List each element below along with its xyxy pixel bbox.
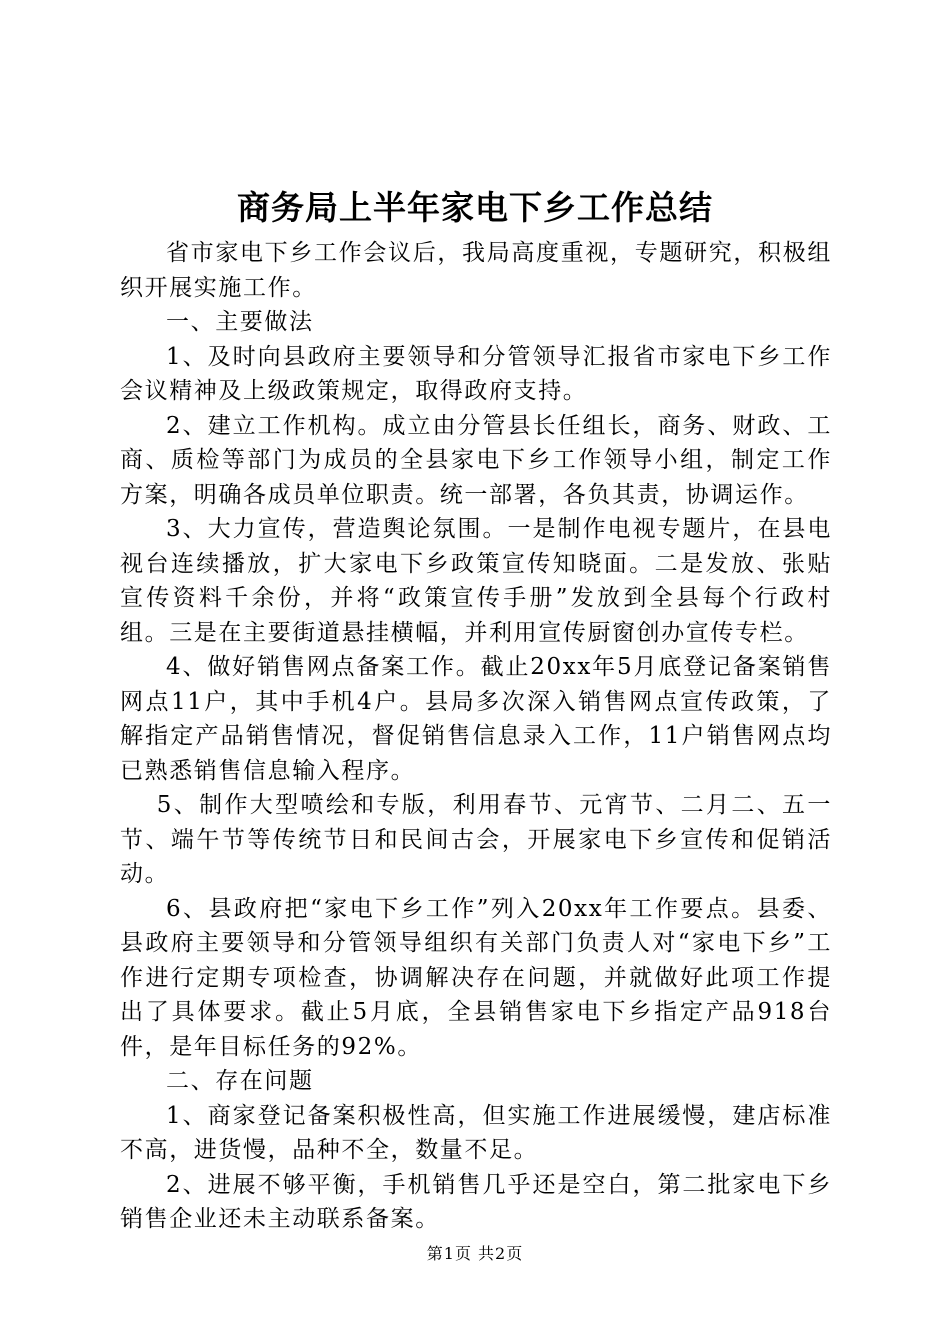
- practice-item-1: 1、及时向县政府主要领导和分管领导汇报省市家电下乡工作会议精神及上级政策规定，取得政府支持。: [120, 343, 832, 404]
- document-body: [120, 236, 832, 1237]
- practice-item-2: 2、建立工作机构。成立由分管县长任组长，商务、财政、工商、质检等部门为成员的全县家电下乡工作领导小组，制定工作方案，明确各成员单位职责。统一部署，各负其责，协调运作。: [120, 412, 832, 508]
- practice-item-6: 6、县政府把“家电下乡工作”列入20xx年工作要点。县委、县政府主要领导和分管领导组织有关部门负责人对“家电下乡”工作进行定期专项检查，协调解决存在问题，并就做好此项工作提出了具体要求。截止5月底，全县销售家电下乡指定产品918台件，是年目标任务的92%。: [120, 895, 832, 1060]
- page-number-footer: 第1页 共2页: [426, 1244, 524, 1263]
- practice-item-5: 5、制作大型喷绘和专版，利用春节、元宵节、二月二、五一节、端午节等传统节日和民间古会，开展家电下乡宣传和促销活动。: [120, 792, 832, 887]
- intro-paragraph: 省市家电下乡工作会议后，我局高度重视，专题研究，积极组织开展实施工作。: [120, 240, 832, 301]
- practice-item-4: 4、做好销售网点备案工作。截止20xx年5月底登记备案销售网点11户，其中手机4户。县局多次深入销售网点宣传政策，了解指定产品销售情况，督促销售信息录入工作，11户销售网点均已熟悉销售信息输入程序。: [120, 654, 832, 784]
- document-title: 商务局上半年家电下乡工作总结: [237, 188, 713, 227]
- practice-item-3: 3、大力宣传，营造舆论氛围。一是制作电视专题片，在县电视台连续播放，扩大家电下乡政策宣传知晓面。二是发放、张贴宣传资料千余份，并将“政策宣传手册”发放到全县每个行政村组。三是在主要街道悬挂横幅，并利用宣传厨窗创办宣传专栏。: [120, 516, 832, 646]
- problem-item-2: 2、进展不够平衡，手机销售几乎还是空白，第二批家电下乡销售企业还未主动联系备案。: [120, 1171, 832, 1232]
- section-heading-problems: 二、存在问题: [166, 1068, 314, 1094]
- section-heading-main-practices: 一、主要做法: [166, 309, 314, 335]
- problem-item-1: 1、商家登记备案积极性高，但实施工作进展缓慢，建店标准不高，进货慢，品种不全，数量不足。: [120, 1102, 832, 1163]
